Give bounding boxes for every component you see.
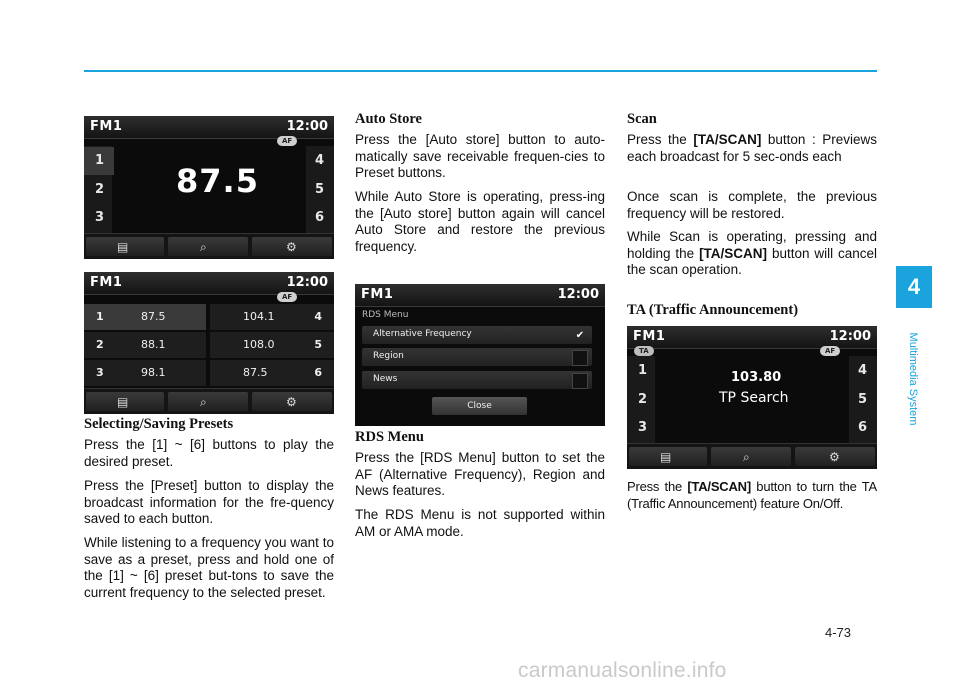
clock: 12:00 [557, 287, 599, 302]
preset-6[interactable]: 6 [857, 420, 867, 435]
heading-ta: TA (Traffic Announcement) [627, 302, 799, 318]
af-badge[interactable]: AF [277, 136, 297, 146]
preset-3[interactable]: 3 [95, 210, 105, 225]
settings-button[interactable] [252, 237, 332, 256]
preset-4[interactable]: 4 [857, 363, 867, 378]
ta-paragraph-1 [627, 479, 877, 512]
preset-freq: 98.1 [141, 366, 166, 379]
bottom-bar [84, 233, 334, 259]
screen-header [627, 326, 877, 349]
close-button[interactable]: Close [432, 397, 527, 415]
radio-list-icon: ▤ [117, 395, 129, 409]
heading-auto-store: Auto Store [355, 111, 422, 127]
band-label: FM1 [361, 287, 394, 302]
radio-search-button[interactable] [168, 392, 248, 411]
heading-rds-menu: RDS Menu [355, 429, 424, 445]
preset-freq: 87.5 [141, 310, 166, 323]
preset-num: 3 [96, 366, 104, 379]
preset-slot-1[interactable] [84, 304, 206, 330]
preset-5[interactable]: 5 [314, 182, 324, 197]
current-frequency: 87.5 [176, 162, 259, 200]
settings-gear-icon: ⚙ [286, 395, 297, 409]
clock: 12:00 [829, 329, 871, 344]
scan-paragraph-2: Once scan is complete, the previous frequency will be restored. [627, 189, 877, 221]
radio-search-button[interactable] [168, 237, 248, 256]
preset-slot-3[interactable] [84, 360, 206, 386]
settings-button[interactable] [795, 447, 875, 466]
preset-num: 2 [96, 338, 104, 351]
ta-scan-key: [TA/SCAN] [693, 132, 762, 147]
radio-search-icon: ⌕ [200, 395, 207, 409]
af-badge[interactable]: AF [820, 346, 840, 356]
preset-freq: 88.1 [141, 338, 166, 351]
preset-freq: 87.5 [243, 366, 268, 379]
radio-search-button[interactable] [711, 447, 791, 466]
preset-freq: 108.0 [243, 338, 275, 351]
radio-list-icon: ▤ [117, 240, 129, 254]
rds-menu-title: RDS Menu [362, 310, 409, 320]
ta-badge[interactable]: TA [634, 346, 654, 356]
preset-slot-4[interactable] [210, 304, 334, 330]
settings-gear-icon: ⚙ [829, 450, 840, 464]
radio-list-button[interactable] [86, 237, 164, 256]
tp-search-status: TP Search [719, 390, 789, 406]
clock: 12:00 [286, 275, 328, 290]
settings-gear-icon: ⚙ [286, 240, 297, 254]
scan-text: While Scan is operating, pressing and holding the [627, 229, 877, 261]
chapter-number-tab: 4 [896, 266, 932, 308]
preset-slot-2[interactable] [84, 332, 206, 358]
bottom-bar [627, 443, 877, 469]
screen-fm-preset-radio [84, 116, 334, 259]
preset-2[interactable]: 2 [95, 182, 105, 197]
screen-rds-menu [355, 284, 605, 426]
scan-paragraph-3 [627, 229, 877, 279]
bottom-bar [84, 388, 334, 414]
presets-paragraph-3: While listening to a frequency you want to save as a preset, press and hold one of the [1] ~ [6] preset but-tons to save the current frequency to the selected preset. [84, 535, 334, 600]
current-frequency: 103.80 [731, 370, 782, 385]
preset-1[interactable]: 1 [95, 153, 105, 168]
ta-text: button to turn the TA (Traffic Announcement) feature On/Off. [627, 479, 878, 511]
screen-header [84, 272, 334, 295]
radio-search-icon: ⌕ [200, 240, 207, 254]
radio-search-icon: ⌕ [743, 450, 750, 464]
heading-presets: Selecting/Saving Presets [84, 416, 234, 432]
checkbox-empty-icon[interactable] [572, 373, 588, 389]
band-label: FM1 [90, 119, 123, 134]
preset-3[interactable]: 3 [638, 420, 648, 435]
ta-text: Press the [627, 479, 688, 494]
preset-2[interactable]: 2 [638, 392, 648, 407]
screen-header [84, 116, 334, 139]
preset-6[interactable]: 6 [314, 210, 324, 225]
scan-text: Press the [627, 132, 694, 147]
autostore-paragraph-2: While Auto Store is operating, press-ing the [Auto store] button again will cancel Auto Store and restore the previous frequency. [355, 189, 605, 254]
preset-5[interactable]: 5 [857, 392, 867, 407]
rds-paragraph-2: The RDS Menu is not supported within AM or AMA mode. [355, 507, 605, 539]
rds-paragraph-1: Press the [RDS Menu] button to set the AF (Alternative Frequency), Region and News features. [355, 450, 605, 498]
autostore-paragraph-1: Press the [Auto store] button to auto-matically save receivable frequen-cies to Preset buttons. [355, 132, 605, 180]
heading-scan: Scan [627, 111, 657, 127]
page-number: 4-73 [825, 625, 852, 640]
band-label: FM1 [633, 329, 666, 344]
chapter-title: Multimedia System [907, 332, 919, 426]
band-label: FM1 [90, 275, 123, 290]
checkbox-empty-icon[interactable] [572, 350, 588, 366]
screen-fm-preset-list [84, 272, 334, 414]
af-badge[interactable]: AF [277, 292, 297, 302]
preset-num: 5 [314, 338, 322, 351]
rds-item-label: Alternative Frequency [373, 329, 472, 339]
radio-list-button[interactable] [86, 392, 164, 411]
presets-paragraph-2: Press the [Preset] button to display the broadcast information for the fre-quency saved to each button. [84, 478, 334, 526]
scan-text: button will cancel the scan operation. [627, 245, 877, 277]
preset-num: 4 [314, 310, 322, 323]
rds-item-news[interactable] [362, 371, 592, 389]
preset-num: 6 [314, 366, 322, 379]
preset-num: 1 [96, 310, 104, 323]
ta-scan-key: [TA/SCAN] [699, 245, 768, 261]
scan-text: button : Previews each broadcast for 5 sec-onds each [627, 132, 877, 164]
chapter-title-vertical [906, 318, 920, 448]
screen-ta-tp-search [627, 326, 877, 469]
settings-button[interactable] [252, 392, 332, 411]
checkmark-icon[interactable]: ✔ [575, 330, 585, 341]
radio-list-button[interactable] [629, 447, 707, 466]
clock: 12:00 [286, 119, 328, 134]
watermark: carmanualsonline.info [518, 659, 727, 682]
scan-paragraph-1 [627, 132, 877, 165]
rds-item-region[interactable] [362, 348, 592, 366]
preset-1[interactable]: 1 [638, 363, 648, 378]
preset-freq: 104.1 [243, 310, 275, 323]
preset-slot-5[interactable] [210, 332, 334, 358]
presets-paragraph-1: Press the [1] ~ [6] buttons to play the desired preset. [84, 437, 334, 469]
ta-scan-key: [TA/SCAN] [687, 479, 751, 494]
rds-item-label: News [373, 374, 398, 384]
screen-header [355, 284, 605, 307]
rds-item-label: Region [373, 351, 404, 361]
rds-item-alternative-frequency[interactable] [362, 326, 592, 344]
preset-slot-6[interactable] [210, 360, 334, 386]
radio-list-icon: ▤ [660, 450, 672, 464]
header-rule [84, 70, 877, 72]
preset-4[interactable]: 4 [314, 153, 324, 168]
